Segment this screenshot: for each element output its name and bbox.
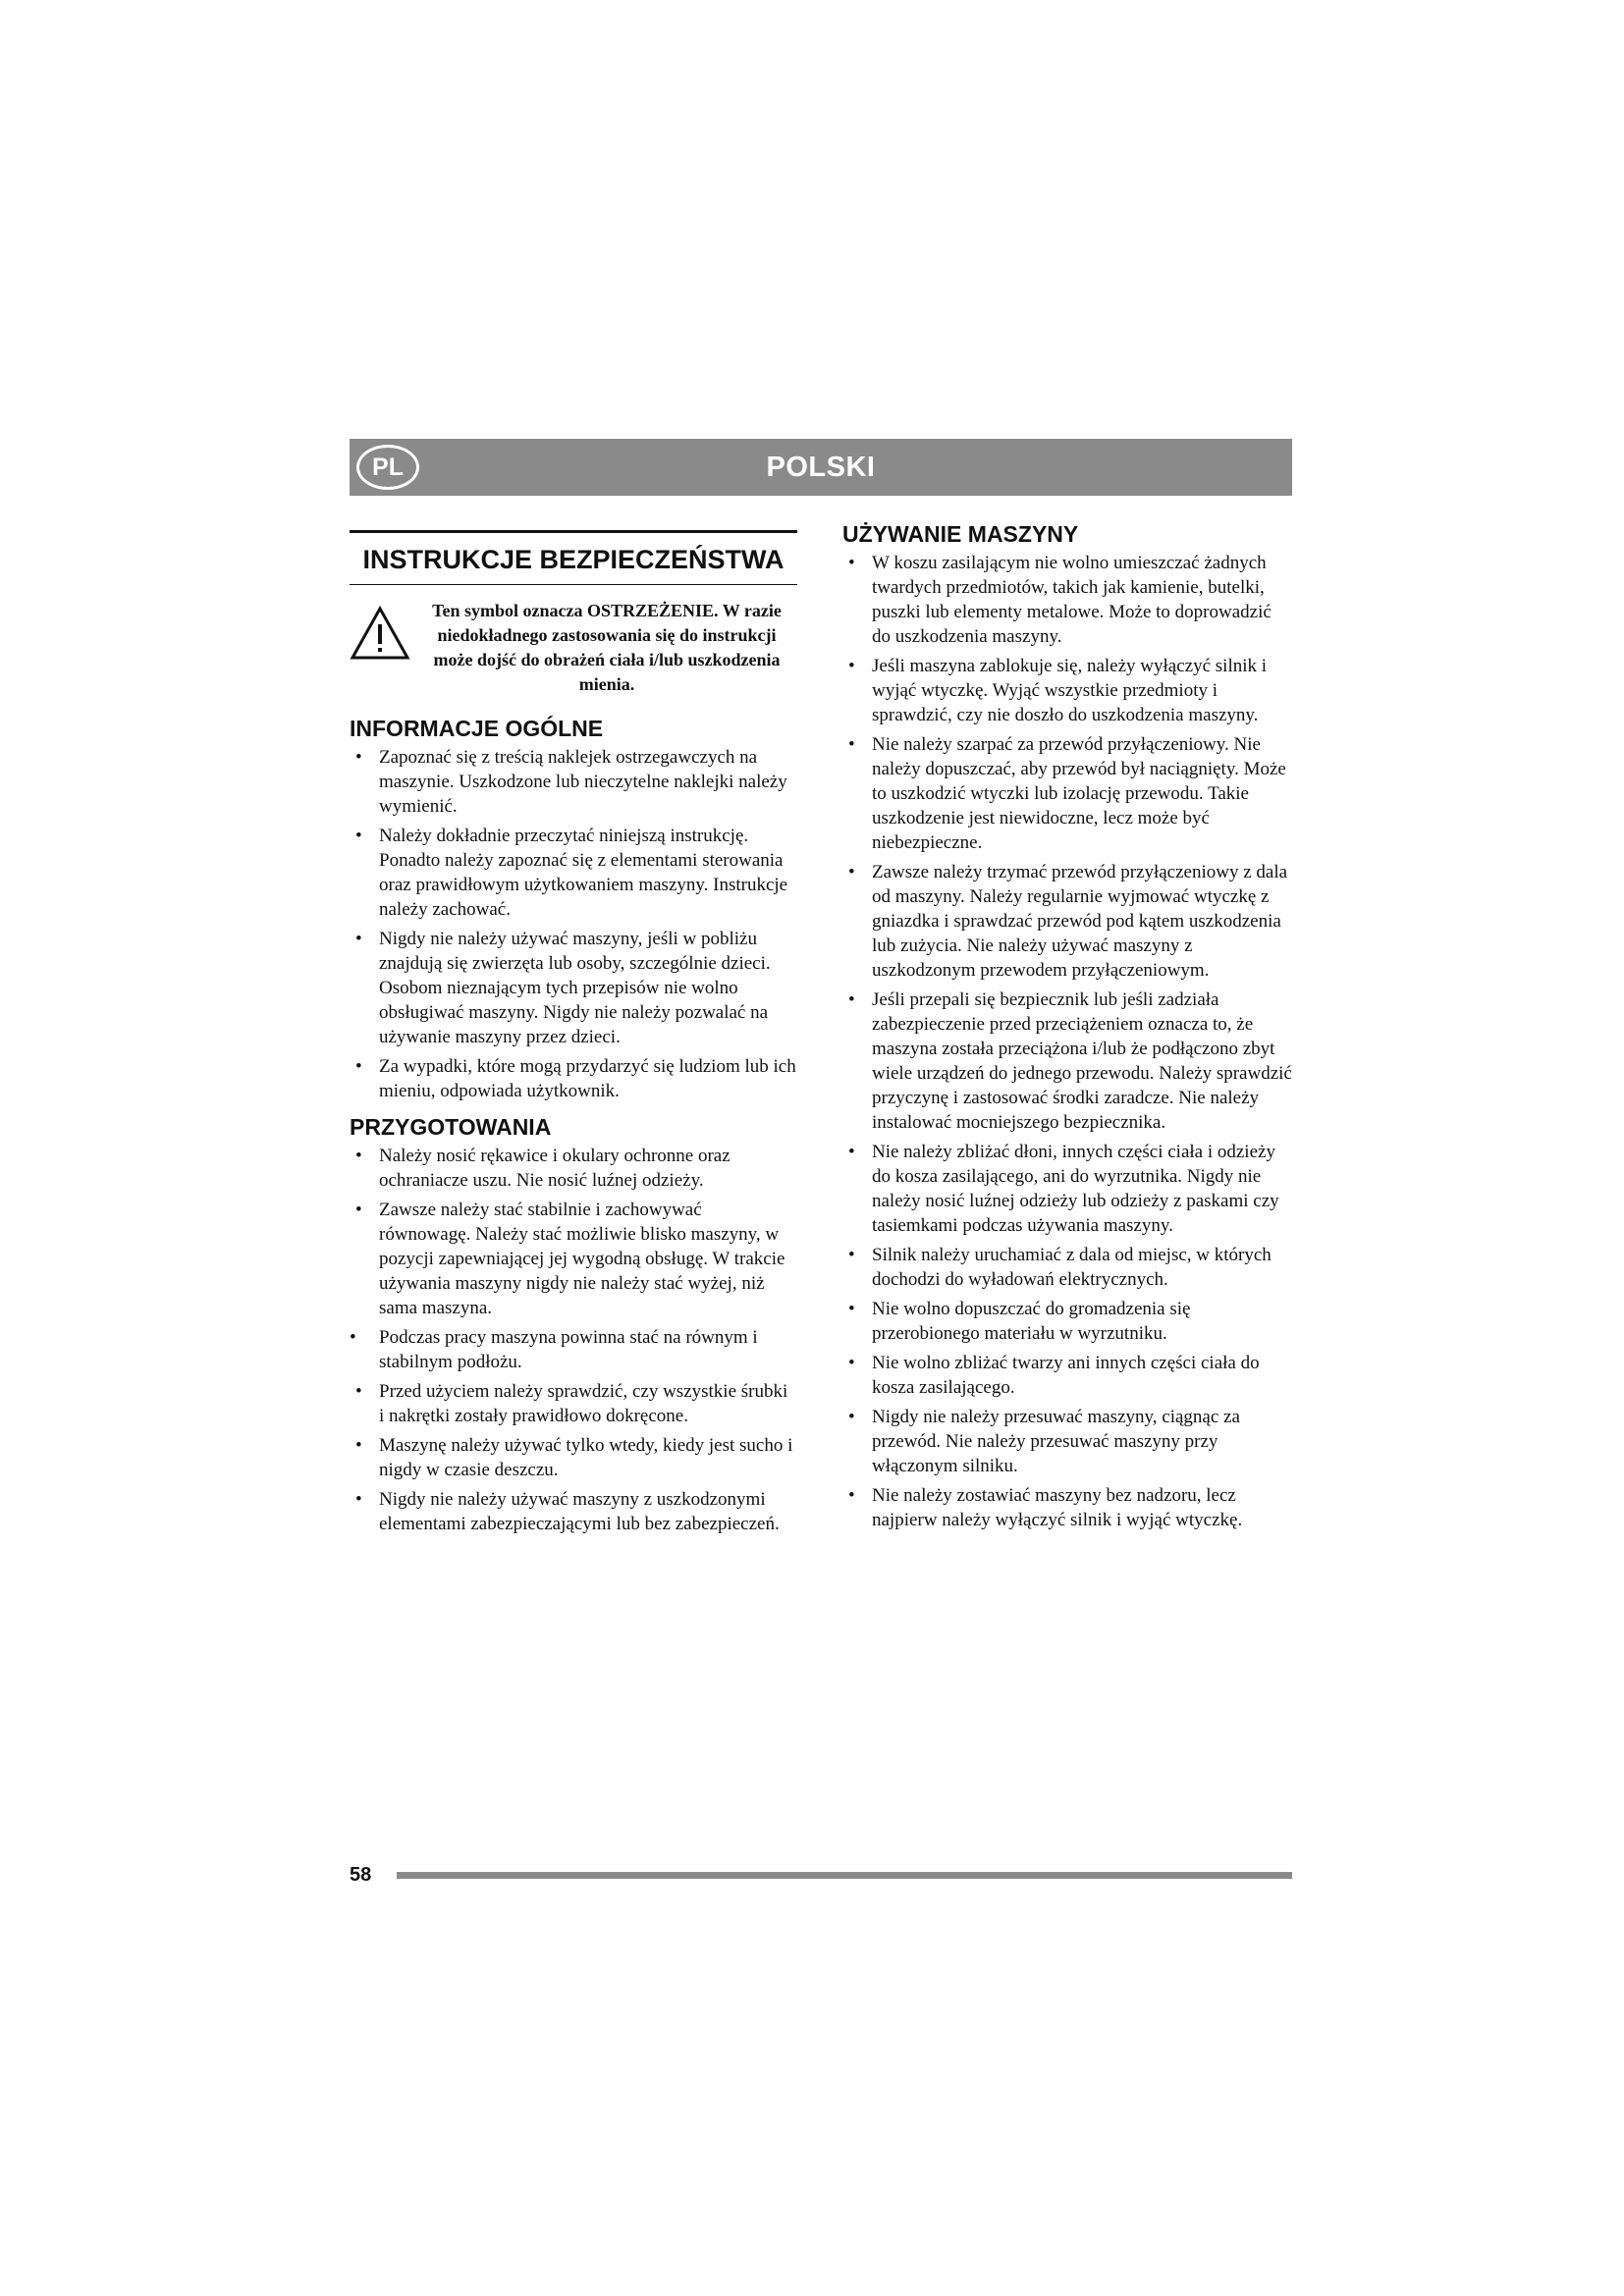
list-item: • Podczas pracy maszyna powinna stać na równym i stabilnym podłożu. bbox=[350, 1325, 797, 1374]
warning-block bbox=[350, 591, 797, 705]
page-number: 58 bbox=[350, 1864, 372, 1886]
general-list bbox=[350, 745, 797, 1103]
general-heading: INFORMACJE OGÓLNE bbox=[350, 716, 604, 741]
list-item: • Nigdy nie należy używać maszyny, jeśli w pobliżu znajdują się zwierzęta lub osoby, szczególnie dzieci. Osobom nieznającym tych przepisów nie wolno obsługiwać maszyny. Nigdy nie należy pozwalać na używanie maszyny przez dzieci. bbox=[350, 927, 797, 1049]
list-item: • Nie należy szarpać za przewód przyłączeniowy. Nie należy dopuszczać, aby przewód był naciągnięty. Może to uszkodzić wtyczki lub izolację przewodu. Takie uszkodzenie jest niewidoczne, lecz może być niebezpieczne. bbox=[842, 732, 1292, 855]
list-item: • Nie należy zostawiać maszyny bez nadzoru, lecz najpierw należy wyłączyć silnik i wyjąć wtyczkę. bbox=[842, 1483, 1292, 1532]
footer-divider bbox=[397, 1872, 1292, 1879]
list-item: • Przed użyciem należy sprawdzić, czy wszystkie śrubki i nakrętki zostały prawidłowo dokręcone. bbox=[350, 1379, 797, 1428]
warning-text: Ten symbol oznacza OSTRZEŻENIE. W razie niedokładnego zastosowania się do instrukcji może dojść do obrażeń ciała i/lub uszkodzenia mienia. bbox=[432, 601, 782, 694]
list-item: • Nigdy nie należy używać maszyny z uszkodzonymi elementami zabezpieczającymi lub bez zabezpieczeń. bbox=[350, 1487, 797, 1536]
list-item: • W koszu zasilającym nie wolno umieszczać żadnych twardych przedmiotów, takich jak kamienie, butelki, puszki lub elementy metalowe. Może to doprowadzić do uszkodzenia maszyny. bbox=[842, 551, 1292, 649]
list-item: • Nie wolno dopuszczać do gromadzenia się przerobionego materiału w wyrzutniku. bbox=[842, 1297, 1292, 1346]
list-item: • Za wypadki, które mogą przydarzyć się ludziom lub ich mieniu, odpowiada użytkownik. bbox=[350, 1054, 797, 1103]
list-item: • Jeśli przepali się bezpiecznik lub jeśli zadziała zabezpieczenie przed przeciążeniem oznacza to, że maszyna została przeciążona i/lub że podłączono zbyt wiele urządzeń do jednego przewodu. Należy sprawdzić przyczynę i zastosować środki zaradcze. Nie należy instalować mocniejszego bezpiecznika. bbox=[842, 988, 1292, 1135]
list-item: • Jeśli maszyna zablokuje się, należy wyłączyć silnik i wyjąć wtyczkę. Wyjąć wszystkie przedmioty i sprawdzić, czy nie doszło do uszkodzenia maszyny. bbox=[842, 654, 1292, 727]
usage-list bbox=[842, 551, 1292, 1532]
usage-heading: UŻYWANIE MASZYNY bbox=[842, 521, 1079, 547]
preparation-list bbox=[350, 1144, 797, 1536]
language-title: POLSKI bbox=[766, 452, 876, 483]
preparation-heading: PRZYGOTOWANIA bbox=[350, 1114, 552, 1140]
list-item: • Nigdy nie należy przesuwać maszyny, ciągnąc za przewód. Nie należy przesuwać maszyny przy włączonym silniku. bbox=[842, 1405, 1292, 1478]
list-item: • Nie należy zbliżać dłoni, innych części ciała i odzieży do kosza zasilającego, ani do wyrzutnika. Nigdy nie należy nosić luźnej odzieży lub odzieży z paskami czy tasiemkami podczas używania maszyny. bbox=[842, 1140, 1292, 1238]
language-badge: PL bbox=[356, 445, 419, 490]
page-title: INSTRUKCJE BEZPIECZEŃSTWA bbox=[350, 530, 797, 585]
list-item: • Nie wolno zbliżać twarzy ani innych części ciała do kosza zasilającego. bbox=[842, 1351, 1292, 1400]
list-item: • Silnik należy uruchamiać z dala od miejsc, w których dochodzi do wyładowań elektrycznych. bbox=[842, 1243, 1292, 1292]
page-footer bbox=[350, 1863, 1292, 1887]
list-item: • Maszynę należy używać tylko wtedy, kiedy jest sucho i nigdy w czasie deszczu. bbox=[350, 1433, 797, 1482]
list-item: • Zawsze należy stać stabilnie i zachowywać równowagę. Należy stać możliwie blisko maszyny, w pozycji zapewniającej jej wygodną obsługę. W trakcie używania maszyny nigdy nie należy stać wyżej, niż sama maszyna. bbox=[350, 1198, 797, 1320]
left-column bbox=[350, 520, 797, 1541]
list-item: • Zapoznać się z treścią naklejek ostrzegawczych na maszynie. Uszkodzone lub nieczytelne naklejki należy wymienić. bbox=[350, 745, 797, 819]
warning-triangle-icon bbox=[350, 605, 410, 662]
language-banner bbox=[350, 439, 1292, 496]
list-item: • Zawsze należy trzymać przewód przyłączeniowy z dala od maszyny. Należy regularnie wyjmować wtyczkę z gniazdka i sprawdzać przewód pod kątem uszkodzenia lub zużycia. Nie należy używać maszyny z uszkodzonym przewodem przyłączeniowym. bbox=[842, 860, 1292, 983]
list-item: • Należy dokładnie przeczytać niniejszą instrukcję. Ponadto należy zapoznać się z elementami sterowania oraz prawidłowym użytkowaniem maszyny. Instrukcje należy zachować. bbox=[350, 824, 797, 922]
right-column bbox=[842, 520, 1292, 1537]
list-item: • Należy nosić rękawice i okulary ochronne oraz ochraniacze uszu. Nie nosić luźnej odzieży. bbox=[350, 1144, 797, 1193]
